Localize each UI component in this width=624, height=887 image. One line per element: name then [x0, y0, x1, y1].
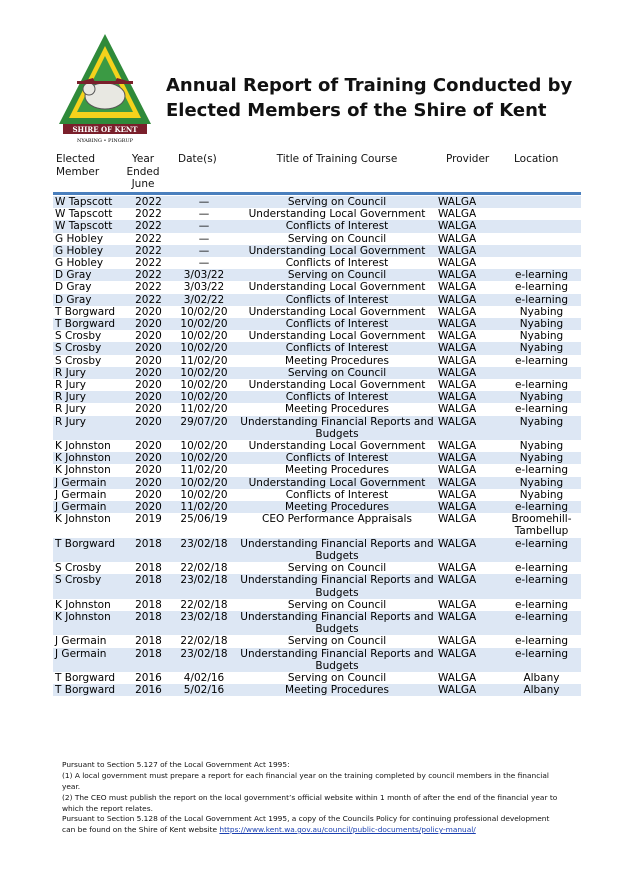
- cell-date: 3/02/22: [172, 294, 236, 306]
- cell-member: T Borgward: [55, 305, 115, 318]
- cell-course: Understanding Local Government: [248, 208, 426, 221]
- cell-course: Meeting Procedures: [285, 403, 389, 416]
- cell-member: S Crosby: [55, 330, 102, 343]
- cell-location: e-learning: [502, 574, 581, 598]
- cell-location: Nyabing: [519, 488, 564, 501]
- cell-course: Serving on Council: [287, 635, 387, 648]
- notes-section-127: [62, 759, 562, 814]
- cell-course: Understanding Local Government: [236, 245, 438, 257]
- cell-date: —: [198, 232, 210, 245]
- table-row: [53, 538, 581, 562]
- table-row: [53, 367, 581, 379]
- cell-member: D Gray: [53, 269, 125, 281]
- title-line-1: Annual Report of Training Conducted by: [166, 75, 573, 96]
- table-row: [53, 440, 581, 452]
- table-row: [53, 562, 581, 574]
- cell-course: Understanding Financial Reports and Budgets: [236, 611, 438, 635]
- cell-year: 2022: [135, 257, 162, 270]
- cell-year: 2022: [125, 245, 172, 257]
- header-provider: Provider: [446, 153, 490, 165]
- cell-year: 2018: [135, 598, 162, 611]
- cell-member: T Borgward: [53, 538, 125, 562]
- cell-year: 2020: [135, 440, 162, 453]
- cell-year: 2016: [125, 684, 172, 696]
- cell-location: e-learning: [502, 648, 581, 672]
- cell-course: Serving on Council: [236, 196, 438, 208]
- cell-course: Conflicts of Interest: [236, 342, 438, 354]
- cell-date: 10/02/20: [172, 318, 236, 330]
- header-year-ended: Year Ended June: [126, 153, 160, 190]
- cell-course: Understanding Financial Reports and Budgets: [236, 648, 438, 672]
- cell-year: 2020: [135, 488, 162, 501]
- cell-year: 2018: [125, 648, 172, 672]
- header-dates: Date(s): [178, 153, 217, 165]
- cell-location: e-learning: [514, 379, 569, 392]
- cell-date: —: [172, 196, 236, 208]
- cell-year: 2020: [135, 354, 162, 367]
- cell-date: 22/02/18: [180, 635, 228, 648]
- cell-location: Nyabing: [502, 416, 581, 440]
- header-location: Location: [514, 153, 559, 165]
- cell-year: 2020: [135, 379, 162, 392]
- cell-member: J Germain: [53, 477, 125, 489]
- cell-year: 2022: [135, 232, 162, 245]
- cell-date: 10/02/20: [172, 367, 236, 379]
- cell-provider: WALGA: [438, 452, 502, 464]
- cell-date: 10/02/20: [180, 440, 228, 453]
- cell-location: Broomehill-Tambellup: [511, 513, 572, 538]
- cell-provider: WALGA: [438, 488, 477, 501]
- cell-course: Serving on Council: [287, 671, 387, 684]
- cell-provider: WALGA: [438, 598, 477, 611]
- table-row: [53, 233, 581, 245]
- cell-year: 2020: [125, 342, 172, 354]
- cell-location: [502, 245, 581, 257]
- cell-provider: WALGA: [438, 257, 477, 270]
- cell-course: Understanding Financial Reports and Budgets: [236, 538, 438, 562]
- cell-member: K Johnston: [53, 611, 125, 635]
- table-row: [53, 611, 581, 635]
- cell-provider: WALGA: [438, 440, 477, 453]
- cell-location: e-learning: [514, 464, 569, 477]
- cell-year: 2018: [125, 611, 172, 635]
- cell-location: Nyabing: [519, 305, 564, 318]
- note-policy-text: Pursuant to Section 5.128 of the Local Government Act 1995, a copy of the Councils Policy for continuing professional development can be found on the Shire of Kent website: [62, 814, 550, 834]
- cell-member: T Borgward: [53, 684, 125, 696]
- note-item-1: (1) A local government must prepare a report for each financial year on the training completed by council members in the financial year.: [62, 771, 549, 791]
- cell-member: R Jury: [55, 379, 86, 392]
- cell-year: 2020: [135, 330, 162, 343]
- cell-year: 2020: [125, 477, 172, 489]
- cell-member: G Hobley: [55, 257, 104, 270]
- cell-location: [502, 367, 581, 379]
- cell-year: 2020: [125, 391, 172, 403]
- cell-date: 22/02/18: [180, 598, 228, 611]
- table-row: [53, 257, 581, 269]
- cell-course: Meeting Procedures: [236, 501, 438, 513]
- cell-date: 11/02/20: [172, 501, 236, 513]
- cell-course: Conflicts of Interest: [285, 257, 389, 270]
- cell-location: e-learning: [514, 635, 569, 648]
- cell-location: Nyabing: [502, 342, 581, 354]
- cell-provider: WALGA: [438, 464, 477, 477]
- cell-location: [502, 233, 581, 245]
- cell-provider: WALGA: [438, 379, 477, 392]
- cell-provider: WALGA: [438, 648, 502, 672]
- cell-course: Understanding Local Government: [248, 440, 426, 453]
- logo-subtitle: NYABING • PINGRUP: [76, 138, 134, 144]
- cell-member: K Johnston: [53, 452, 125, 464]
- cell-date: 23/02/18: [172, 648, 236, 672]
- cell-provider: WALGA: [438, 342, 502, 354]
- cell-member: S Crosby: [53, 342, 125, 354]
- cell-provider: WALGA: [438, 538, 502, 562]
- cell-provider: WALGA: [438, 330, 477, 343]
- cell-location: Nyabing: [502, 452, 581, 464]
- cell-member: J Germain: [53, 648, 125, 672]
- cell-provider: WALGA: [438, 305, 477, 318]
- table-row: [53, 281, 581, 293]
- cell-year: 2020: [125, 318, 172, 330]
- cell-member: G Hobley: [55, 232, 104, 245]
- cell-location: e-learning: [514, 562, 569, 575]
- header-course-title: Title of Training Course: [276, 153, 398, 165]
- cell-year: 2018: [125, 574, 172, 598]
- cell-member: D Gray: [53, 294, 125, 306]
- cell-member: S Crosby: [55, 562, 102, 575]
- cell-provider: WALGA: [438, 220, 502, 232]
- cell-provider: WALGA: [438, 416, 502, 440]
- cell-location: Albany: [523, 671, 560, 684]
- cell-member: R Jury: [55, 403, 86, 416]
- cell-member: W Tapscott: [53, 196, 125, 208]
- cell-year: 2020: [125, 416, 172, 440]
- cell-location: [502, 257, 581, 269]
- cell-course: Serving on Council: [287, 562, 387, 575]
- cell-year: 2020: [135, 403, 162, 416]
- cell-provider: WALGA: [438, 367, 502, 379]
- cell-location: [502, 196, 581, 208]
- table-row: [53, 452, 581, 464]
- cell-provider: WALGA: [438, 513, 477, 526]
- policy-manual-link[interactable]: https://www.kent.wa.gov.au/council/public-documents/policy-manual/: [219, 825, 476, 834]
- cell-year: 2018: [135, 635, 162, 648]
- cell-date: 4/02/16: [183, 671, 225, 684]
- table-row: [53, 513, 581, 537]
- table-row: [53, 464, 581, 476]
- cell-date: 10/02/20: [172, 477, 236, 489]
- cell-provider: WALGA: [438, 354, 477, 367]
- table-row: [53, 416, 581, 440]
- cell-course: Understanding Local Government: [248, 379, 426, 392]
- cell-member: R Jury: [53, 367, 125, 379]
- cell-provider: WALGA: [438, 391, 502, 403]
- cell-provider: WALGA: [438, 574, 502, 598]
- table-row: [53, 403, 581, 415]
- cell-date: 3/03/22: [183, 281, 225, 294]
- cell-date: —: [198, 257, 210, 270]
- cell-date: —: [198, 208, 210, 221]
- cell-year: 2020: [125, 367, 172, 379]
- table-row: [53, 379, 581, 391]
- cell-date: 23/02/18: [172, 538, 236, 562]
- cell-member: R Jury: [53, 416, 125, 440]
- cell-course: Meeting Procedures: [236, 684, 438, 696]
- cell-location: Nyabing: [502, 477, 581, 489]
- cell-member: G Hobley: [53, 245, 125, 257]
- cell-year: 2020: [135, 464, 162, 477]
- cell-course: Serving on Council: [236, 367, 438, 379]
- cell-course: Understanding Financial Reports and Budgets: [236, 416, 438, 440]
- cell-year: 2020: [125, 452, 172, 464]
- table-row: [53, 391, 581, 403]
- cell-location: e-learning: [502, 538, 581, 562]
- cell-location: Nyabing: [502, 391, 581, 403]
- header-divider: [53, 192, 581, 195]
- cell-date: 11/02/20: [180, 354, 228, 367]
- cell-course: CEO Performance Appraisals: [262, 513, 412, 526]
- cell-provider: WALGA: [438, 318, 502, 330]
- cell-location: Nyabing: [502, 318, 581, 330]
- document-title: [166, 73, 572, 123]
- table-row: [53, 574, 581, 598]
- cell-member: K Johnston: [55, 464, 111, 477]
- cell-course: Meeting Procedures: [285, 354, 389, 367]
- note-intro: Pursuant to Section 5.127 of the Local Government Act 1995:: [62, 760, 290, 769]
- cell-course: Serving on Council: [287, 232, 387, 245]
- table-row: [53, 196, 581, 208]
- cell-date: 10/02/20: [172, 342, 236, 354]
- cell-course: Conflicts of Interest: [285, 488, 389, 501]
- cell-year: 2022: [125, 269, 172, 281]
- cell-date: 23/02/18: [172, 611, 236, 635]
- cell-course: Understanding Financial Reports and Budgets: [236, 574, 438, 598]
- cell-member: J Germain: [55, 635, 107, 648]
- title-line-2: Elected Members of the Shire of Kent: [166, 100, 547, 121]
- cell-provider: WALGA: [438, 562, 477, 575]
- cell-member: K Johnston: [55, 598, 111, 611]
- cell-location: Albany: [502, 684, 581, 696]
- logo-name: SHIRE OF KENT: [72, 125, 138, 134]
- cell-date: 23/02/18: [172, 574, 236, 598]
- cell-course: Conflicts of Interest: [236, 452, 438, 464]
- cell-date: 25/06/19: [180, 513, 228, 526]
- table-row: [53, 684, 581, 696]
- cell-date: 10/02/20: [172, 452, 236, 464]
- cell-provider: WALGA: [438, 269, 502, 281]
- table-row: [53, 489, 581, 501]
- cell-member: S Crosby: [53, 574, 125, 598]
- table-row: [53, 306, 581, 318]
- cell-member: T Borgward: [53, 318, 125, 330]
- cell-member: S Crosby: [55, 354, 102, 367]
- cell-course: Understanding Local Government: [248, 305, 426, 318]
- cell-provider: WALGA: [438, 671, 477, 684]
- cell-location: Nyabing: [519, 330, 564, 343]
- cell-location: e-learning: [502, 611, 581, 635]
- table-row: [53, 220, 581, 232]
- table-row: [53, 294, 581, 306]
- cell-year: 2018: [125, 538, 172, 562]
- shire-of-kent-logo: [55, 32, 155, 144]
- table-row: [53, 477, 581, 489]
- cell-year: 2018: [135, 562, 162, 575]
- cell-provider: WALGA: [438, 611, 502, 635]
- cell-course: Understanding Local Government: [236, 477, 438, 489]
- cell-location: e-learning: [514, 354, 569, 367]
- cell-course: Conflicts of Interest: [236, 294, 438, 306]
- cell-member: R Jury: [53, 391, 125, 403]
- table-row: [53, 635, 581, 647]
- cell-location: e-learning: [502, 269, 581, 281]
- table-row: [53, 672, 581, 684]
- table-row: [53, 269, 581, 281]
- cell-date: 10/02/20: [180, 330, 228, 343]
- cell-course: Understanding Local Government: [248, 281, 426, 294]
- cell-provider: WALGA: [438, 403, 477, 416]
- cell-course: Conflicts of Interest: [236, 391, 438, 403]
- table-row: [53, 599, 581, 611]
- cell-provider: WALGA: [438, 196, 502, 208]
- table-row: [53, 355, 581, 367]
- cell-provider: WALGA: [438, 294, 502, 306]
- training-table: [53, 196, 581, 696]
- cell-year: 2020: [135, 305, 162, 318]
- cell-provider: WALGA: [438, 635, 477, 648]
- table-row: [53, 208, 581, 220]
- table-row: [53, 330, 581, 342]
- cell-year: 2016: [135, 671, 162, 684]
- cell-year: 2019: [135, 513, 162, 526]
- cell-date: 5/02/16: [172, 684, 236, 696]
- cell-date: 22/02/18: [180, 562, 228, 575]
- cell-course: Serving on Council: [287, 598, 387, 611]
- cell-location: e-learning: [502, 501, 581, 513]
- cell-member: J Germain: [55, 488, 107, 501]
- cell-year: 2020: [125, 501, 172, 513]
- cell-provider: WALGA: [438, 684, 502, 696]
- cell-member: K Johnston: [55, 513, 111, 526]
- cell-year: 2022: [125, 294, 172, 306]
- cell-date: —: [172, 245, 236, 257]
- cell-date: 11/02/20: [180, 464, 228, 477]
- table-row: [53, 318, 581, 330]
- cell-course: Conflicts of Interest: [236, 318, 438, 330]
- cell-date: 10/02/20: [180, 305, 228, 318]
- table-row: [53, 245, 581, 257]
- cell-provider: WALGA: [438, 477, 502, 489]
- cell-date: —: [172, 220, 236, 232]
- cell-date: 10/02/20: [180, 379, 228, 392]
- cell-course: Conflicts of Interest: [236, 220, 438, 232]
- cell-date: 10/02/20: [180, 488, 228, 501]
- table-row: [53, 501, 581, 513]
- cell-year: 2022: [125, 220, 172, 232]
- cell-location: [502, 220, 581, 232]
- cell-provider: WALGA: [438, 232, 477, 245]
- cell-course: Serving on Council: [236, 269, 438, 281]
- cell-member: J Germain: [53, 501, 125, 513]
- cell-member: T Borgward: [55, 671, 115, 684]
- cell-date: 10/02/20: [172, 391, 236, 403]
- note-item-2: (2) The CEO must publish the report on the local government’s official website within 1 month of after the end of the financial year to which the report relates.: [62, 793, 558, 813]
- cell-date: 11/02/20: [180, 403, 228, 416]
- header-elected-member: Elected Member: [56, 153, 100, 178]
- notes-section-128: [62, 813, 562, 835]
- cell-location: e-learning: [502, 294, 581, 306]
- cell-course: Understanding Local Government: [248, 330, 426, 343]
- cell-location: Nyabing: [519, 440, 564, 453]
- cell-location: [502, 208, 581, 220]
- cell-location: e-learning: [514, 403, 569, 416]
- cell-member: W Tapscott: [53, 220, 125, 232]
- cell-member: D Gray: [55, 281, 92, 294]
- cell-date: 3/03/22: [172, 269, 236, 281]
- cell-provider: WALGA: [438, 281, 477, 294]
- cell-provider: WALGA: [438, 208, 477, 221]
- cell-location: e-learning: [514, 598, 569, 611]
- cell-course: Meeting Procedures: [285, 464, 389, 477]
- cell-provider: WALGA: [438, 245, 502, 257]
- cell-year: 2022: [135, 208, 162, 221]
- cell-member: K Johnston: [55, 440, 111, 453]
- cell-date: 29/07/20: [172, 416, 236, 440]
- cell-provider: WALGA: [438, 501, 502, 513]
- table-row: [53, 342, 581, 354]
- cell-location: e-learning: [514, 281, 569, 294]
- cell-year: 2022: [125, 196, 172, 208]
- table-row: [53, 648, 581, 672]
- cell-year: 2022: [135, 281, 162, 294]
- cell-member: W Tapscott: [55, 208, 113, 221]
